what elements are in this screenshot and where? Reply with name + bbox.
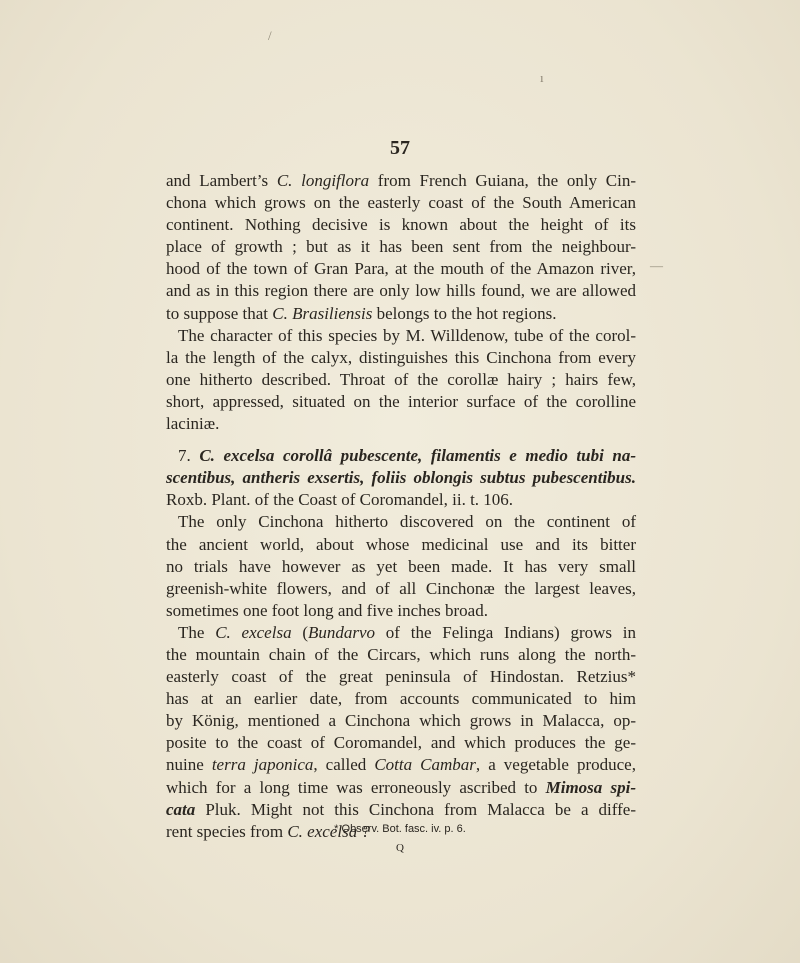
text-line: the mountain chain of the Circars, which runs along the north- xyxy=(166,644,636,664)
text-line: posite to the coast of Coromandel, and which produces the ge- xyxy=(166,733,636,753)
text-run: belongs to the hot regions. xyxy=(372,303,557,323)
text-run: of the Felinga Indians) grows in xyxy=(375,622,637,642)
product-name: terra japonica xyxy=(211,755,314,775)
text-line xyxy=(166,170,636,192)
text-run: from French Guiana, the only Cin- xyxy=(369,171,636,190)
text-line: and as in this region there are only low hills found, we are allowed xyxy=(166,281,636,301)
text-line xyxy=(166,799,636,821)
text-line: laciniæ. xyxy=(166,414,220,434)
text-line xyxy=(166,303,636,325)
signature-mark: Q xyxy=(396,842,404,854)
species-entry-heading xyxy=(166,445,636,511)
text-line: no trials have however as yet been made. It has very small xyxy=(166,556,636,576)
paragraph-4 xyxy=(166,511,636,621)
text-line: scentibus, antheris exsertis, foliis oblongis subtus pubescentibus. xyxy=(166,468,636,488)
text-run: , a vegetable produce, xyxy=(475,755,636,775)
local-name: Bundarvo xyxy=(308,622,376,642)
text-run: and Lambert’s xyxy=(166,171,277,190)
product-name: Cotta Cambar xyxy=(374,755,476,775)
text-line xyxy=(166,622,636,644)
text-line: hood of the town of Gran Para, at the mouth of the Amazon river, xyxy=(166,259,636,279)
text-line xyxy=(166,754,636,776)
text-line: has at an earlier date, from accounts communicated to him xyxy=(166,689,636,709)
species-name: C. longiflora xyxy=(276,171,370,190)
text-line xyxy=(166,445,636,467)
text-run: ( xyxy=(291,622,308,642)
text-line: by König, mentioned a Cinchona which grows in Malacca, op- xyxy=(166,711,636,731)
species-name: cata xyxy=(166,799,196,819)
text-line: short, appressed, situated on the interior surface of the corolline xyxy=(166,391,636,411)
text-run: The xyxy=(178,622,216,642)
text-run: , called xyxy=(313,755,375,775)
text-line: The only Cinchona hitherto discovered on the continent of xyxy=(178,512,636,532)
text-run: nuine xyxy=(166,755,212,775)
text-run: to suppose that xyxy=(166,303,273,323)
entry-number: 7. xyxy=(178,446,200,466)
text-line xyxy=(166,777,636,799)
text-line: continent. Nothing decisive is known about the height of its xyxy=(166,215,636,235)
paragraph-1 xyxy=(166,170,636,325)
margin-speck: ı xyxy=(540,70,544,85)
text-run: rent species from xyxy=(166,821,288,841)
body-text xyxy=(166,170,636,843)
text-line: chona which grows on the easterly coast of the South American xyxy=(166,193,636,213)
species-diagnosis: C. excelsa corollâ pubescente, filamentis e medio tubi na- xyxy=(199,446,636,466)
species-name: C. excelsa xyxy=(215,622,292,642)
text-line: The character of this species by M. Willdenow, tube of the corol- xyxy=(178,325,636,345)
footnote: * Observ. Bot. fasc. iv. p. 6. xyxy=(334,823,466,835)
species-name: C. Brasiliensis xyxy=(272,303,373,323)
text-run: which for a long time was erroneously ascribed to xyxy=(166,777,546,797)
paragraph-5 xyxy=(166,622,636,843)
margin-speck: — xyxy=(650,258,663,273)
paragraph-2 xyxy=(166,325,636,435)
text-line: Roxb. Plant. of the Coast of Coromandel, ii. t. 106. xyxy=(166,490,514,510)
species-name: C. excelsa ? xyxy=(287,821,370,841)
text-run: Pluk. Might not this Cinchona from Malacca be a diffe- xyxy=(195,799,636,819)
text-line: one hitherto described. Throat of the corollæ hairy ; hairs few, xyxy=(166,369,636,389)
species-name: Mimosa spi- xyxy=(545,777,636,797)
margin-speck: / xyxy=(268,28,272,43)
text-line: the ancient world, about whose medicinal use and its bitter xyxy=(166,534,636,554)
text-line: greenish-white flowers, and of all Cinchonæ the largest leaves, xyxy=(166,578,636,598)
text-line: la the length of the calyx, distinguishes this Cinchona from every xyxy=(166,347,636,367)
text-line: place of growth ; but as it has been sent from the neighbour- xyxy=(166,237,636,257)
text-line: easterly coast of the great peninsula of Hindostan. Retzius* xyxy=(166,667,636,687)
text-line: sometimes one foot long and five inches broad. xyxy=(166,600,488,620)
page-number: 57 xyxy=(390,137,410,159)
